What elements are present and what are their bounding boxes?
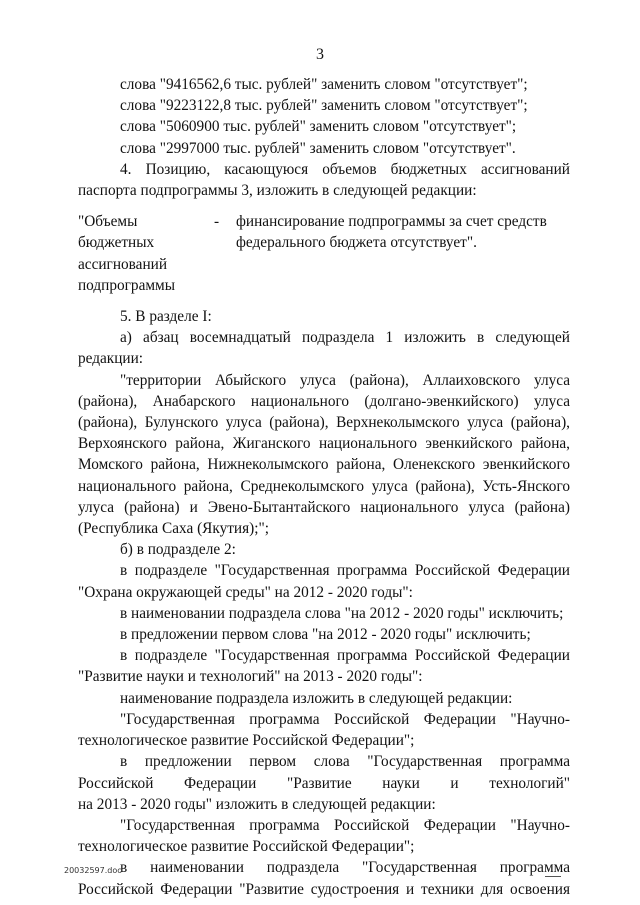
paragraph-line: Верхоянского района, Жиганского национального эвенкийского района, bbox=[78, 435, 570, 453]
footer-mark bbox=[545, 876, 561, 877]
replacement-line: слова "9223122,8 тыс. рублей" заменить словом "отсутствует"; bbox=[120, 97, 528, 115]
paragraph-line: "Развитие науки и технологий" на 2013 - 2020 годы": bbox=[78, 668, 423, 686]
paragraph-line: (района), Анабарского национального (долгано-эвенкийского) улуса bbox=[78, 392, 570, 410]
paragraph-line: б) в подразделе 2: bbox=[120, 541, 236, 559]
page-number: 3 bbox=[316, 46, 324, 63]
replacement-line: слова "5060900 тыс. рублей" заменить словом "отсутствует"; bbox=[120, 118, 517, 136]
paragraph-line: в подразделе "Государственная программа Российской Федерации bbox=[120, 647, 570, 665]
paragraph-line: Российской Федерации "Развитие судостроения и техники для освоения bbox=[78, 880, 570, 898]
paragraph-line: улуса (района) и Эвено-Бытантайского национального улуса (района) bbox=[78, 498, 570, 516]
paragraph-line: "территории Абыйского улуса (района), Аллаиховского улуса bbox=[120, 371, 570, 389]
table-dash: - bbox=[214, 213, 220, 231]
paragraph-line: редакции: bbox=[78, 350, 144, 368]
paragraph-line: в предложении первом слова "на 2012 - 2020 годы" исключить; bbox=[120, 626, 531, 644]
section-heading: 5. В разделе I: bbox=[120, 308, 212, 326]
replacement-line: слова "9416562,6 тыс. рублей" заменить словом "отсутствует"; bbox=[120, 76, 528, 93]
paragraph-line: технологическое развитие Российской Федерации"; bbox=[78, 838, 415, 856]
paragraph-line: наименование подраздела изложить в следующей редакции: bbox=[120, 689, 513, 707]
paragraph-line: в наименовании подраздела слова "на 2012 - 2020 годы" исключить; bbox=[120, 604, 564, 622]
paragraph-line: в подразделе "Государственная программа Российской Федерации bbox=[120, 562, 570, 580]
paragraph-line: (района), Булунского улуса (района), Верхнеколымского улуса (района), bbox=[78, 414, 570, 432]
paragraph-line: (Республика Саха (Якутия);"; bbox=[78, 520, 269, 538]
paragraph-line: в предложении первом слова "Государственная программа bbox=[120, 753, 570, 771]
item-4-line: паспорта подпрограммы 3, изложить в следующей редакции: bbox=[78, 182, 477, 200]
item-4-line: 4. Позицию, касающуюся объемов бюджетных ассигнований bbox=[120, 160, 570, 178]
paragraph-line: в наименовании подраздела "Государственная программа bbox=[120, 859, 570, 877]
paragraph-line: на 2013 - 2020 годы" изложить в следующей редакции: bbox=[78, 795, 436, 813]
paragraph-line: Российской Федерации "Развитие науки и технологий" bbox=[78, 774, 570, 792]
paragraph-line: национального района, Среднеколымского улуса (района), Усть-Янского bbox=[78, 477, 570, 495]
paragraph-line: "Государственная программа Российской Федерации "Научно- bbox=[120, 710, 570, 728]
passport-table bbox=[78, 211, 570, 296]
document-body bbox=[78, 74, 570, 900]
table-right-cell: финансирование подпрограммы за счет средств федерального бюджета отсутствует". bbox=[236, 213, 547, 252]
file-name-footer: 20032597.doc bbox=[64, 866, 122, 875]
table-left-cell: "Объемы бюджетных ассигнований подпрограммы bbox=[78, 213, 176, 294]
paragraph-line: а) абзац восемнадцатый подраздела 1 изложить в следующей bbox=[120, 329, 570, 347]
replacement-line: слова "2997000 тыс. рублей" заменить словом "отсутствует". bbox=[120, 139, 516, 157]
paragraph-line: Момского района, Нижнеколымского района, Оленекского эвенкийского bbox=[78, 456, 570, 474]
paragraph-line: "Охрана окружающей среды" на 2012 - 2020 годы": bbox=[78, 583, 413, 601]
paragraph-line: "Государственная программа Российской Федерации "Научно- bbox=[120, 816, 570, 834]
paragraph-line: технологическое развитие Российской Федерации"; bbox=[78, 732, 415, 750]
